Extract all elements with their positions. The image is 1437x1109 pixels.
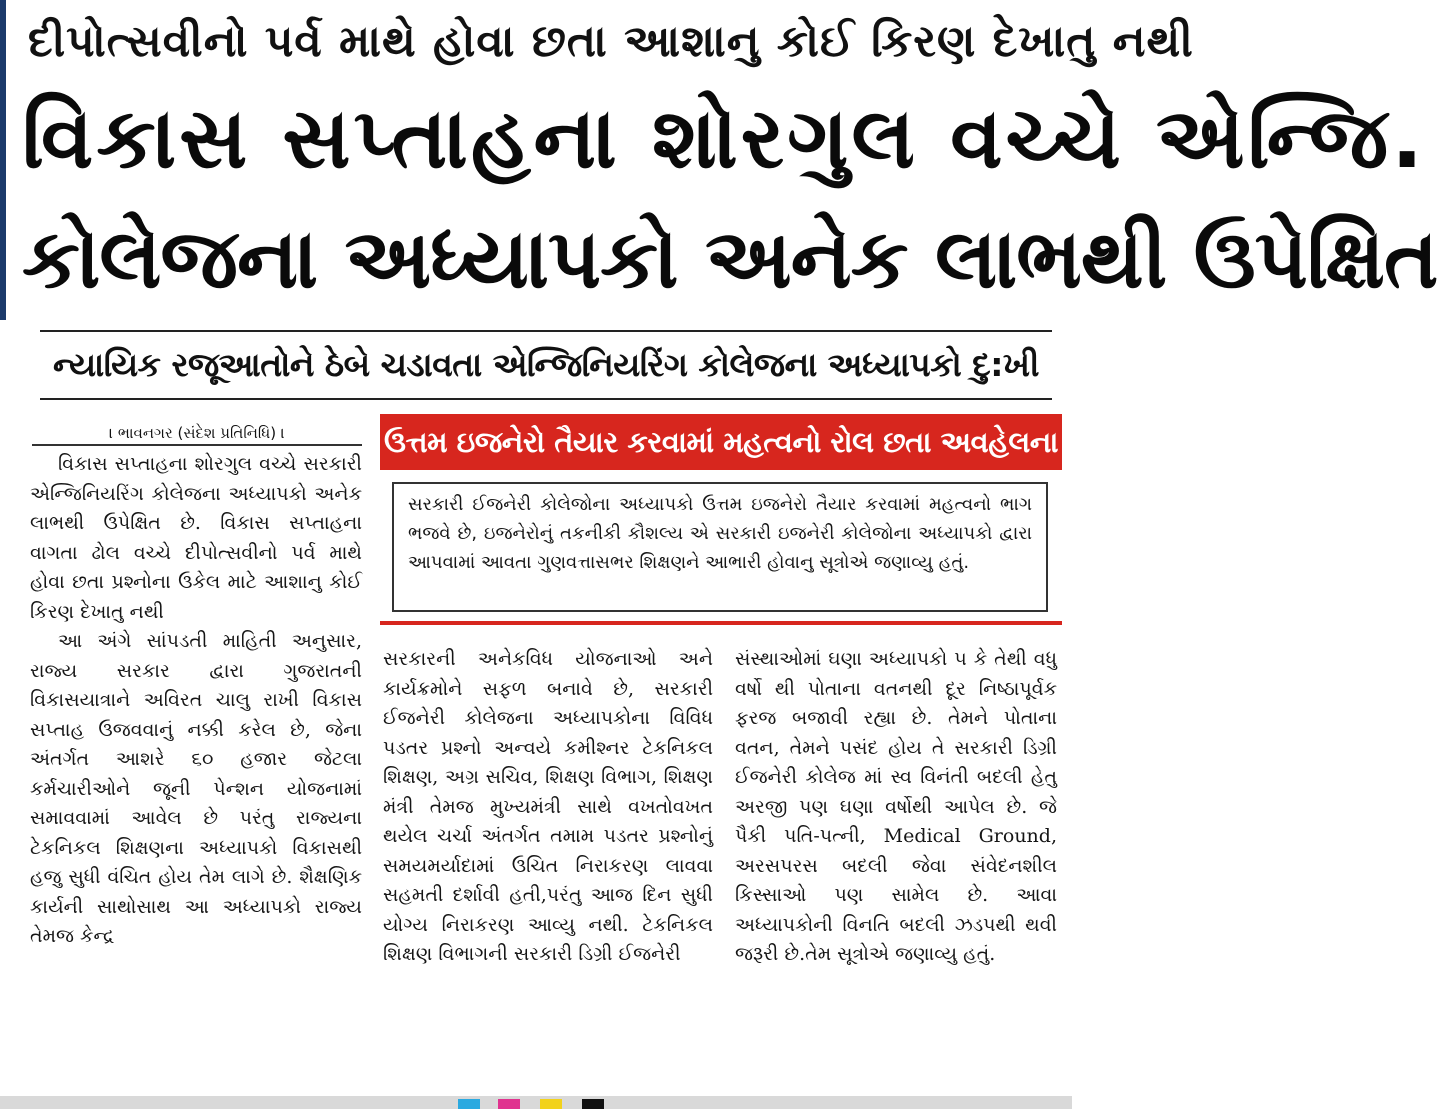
black-registration-mark — [582, 1099, 604, 1109]
headline-line-1: વિકાસ સપ્તાહના શોરગુલ વચ્ચે એન્જિ. — [22, 89, 1427, 187]
highlight-box-rule — [380, 621, 1062, 625]
bottom-page-strip — [0, 1096, 1072, 1109]
column-1-paragraph-1: વિકાસ સપ્તાહના શોરગુલ વચ્ચે સરકારી એન્જિનિયરિંગ કોલેજના અધ્યાપકો અનેક લાભથી ઉપેક્ષિત છે. વિકાસ સપ્તાહના વાગતા ઢોલ વચ્ચે દીપોત્સવીનો પર્વ માથે હોવા છતા પ્રશ્નોના ઉકેલ માટે આશાનુ કોઈ કિરણ દેખાતુ નથી — [30, 453, 362, 623]
column-1-paragraph-2: આ અંગે સાંપડતી માહિતી અનુસાર, રાજ્ય સરકાર દ્વારા ગુજરાતની વિકાસયાત્રાને અવિરત ચાલુ રાખી વિકાસ સપ્તાહ ઉજવવાનું નક્કી કરેલ છે, જેના અંતર્ગત આશરે ૬૦ હજાર જેટલા કર્મચારીઓને જૂની પેન્શન યોજનામાં સમાવવામાં આવેલ છે પરંતુ રાજ્યના ટેકનિકલ શિક્ષણના અધ્યાપકો વિકાસથી હજુ સુધી વંચિત હોય તેમ લાગે છે. શૈક્ષણિક કાર્યની સાથોસાથ આ અધ્યાપકો રાજ્ય તેમજ કેન્દ્ર — [30, 630, 362, 947]
subhead-rule-top — [40, 330, 1052, 332]
magenta-registration-mark — [498, 1099, 520, 1109]
kicker-line: દીપોત્સવીનો પર્વ માથે હોવા છતા આશાનુ કોઈ કિરણ દેખાતુ નથી — [28, 16, 1194, 67]
dateline: । ભાવનગર (સંદેશ પ્રતિનિધિ) । — [32, 422, 362, 446]
subhead-rule-bottom — [40, 398, 1052, 400]
headline-line-2: કોલેજના અધ્યાપકો અનેક લાભથી ઉપેક્ષિત — [22, 212, 1437, 307]
yellow-registration-mark — [540, 1099, 562, 1109]
page-edge-strip — [0, 0, 6, 320]
column-3-paragraph-1: સંસ્થાઓમાં ઘણા અધ્યાપકો ૫ કે તેથી વધુ વર્ષો થી પોતાના વતનથી દૂર નિષ્ઠાપૂર્વક ફરજ બજાવી રહ્યા છે. તેમને પોતાના વતન, તેમને પસંદ હોય તે સરકારી ડિગ્રી ઈજનેરી કોલેજ માં સ્વ વિનંતી બદલી હેતુ અરજી પણ ઘણા વર્ષોથી આપેલ છે. જે પૈકી પતિ-પત્ની, Medical Ground, અરસપરસ બદલી જેવા સંવેદનશીલ કિસ્સાઓ પણ સામેલ છે. આવા અધ્યાપકોની વિનતિ બદલી ઝડપથી થવી જરૂરી છે.તેમ સૂત્રોએ જણાવ્યુ હતું. — [735, 648, 1057, 965]
subheadline: ન્યાયિક રજૂઆતોને ઠેબે ચડાવતા એન્જિનિયરિંગ કોલેજના અધ્યાપકો દુ:ખી — [53, 345, 1039, 384]
highlight-box-heading: ઉત્તમ ઇજનેરો તૈયાર કરવામાં મહત્વનો રોલ છતા અવહેલના — [380, 414, 1062, 470]
cyan-registration-mark — [458, 1099, 480, 1109]
highlight-box-body: સરકારી ઈજનેરી કોલેજોના અધ્યાપકો ઉત્તમ ઇજનેરો તૈયાર કરવામાં મહત્વનો ભાગ ભજવે છે, ઇજનેરોનું તકનીકી કૌશલ્ય એ સરકારી ઇજનેરી કોલેજોના અધ્યાપકો દ્વારા આપવામાં આવતા ગુણવત્તાસભર શિક્ષણને આભારી હોવાનુ સૂત્રોએ જણાવ્યુ હતું. — [392, 482, 1048, 612]
body-column-3 — [735, 645, 1057, 1075]
column-2-paragraph-1: સરકારની અનેકવિધ યોજનાઓ અને કાર્યક્રમોને સફળ બનાવે છે, સરકારી ઈજનેરી કોલેજના અધ્યાપકોના વિવિધ પડતર પ્રશ્નો અન્વયે કમીશ્નર ટેકનિકલ શિક્ષણ, અગ્ર સચિવ, શિક્ષણ વિભાગ, શિક્ષણ મંત્રી તેમજ મુખ્યમંત્રી સાથે વખતોવખત થયેલ ચર્ચા અંતર્ગત તમામ પડતર પ્રશ્નોનું સમયમર્યાદામાં ઉચિત નિરાકરણ લાવવા સહમતી દર્શાવી હતી,પરંતુ આજ દિન સુધી યોગ્ય નિરાકરણ આવ્યુ નથી. ટેકનિકલ શિક્ષણ વિભાગની સરકારી ડિગ્રી ઈજનેરી — [383, 648, 713, 965]
body-column-1 — [30, 450, 362, 1075]
body-column-2 — [383, 645, 713, 1075]
